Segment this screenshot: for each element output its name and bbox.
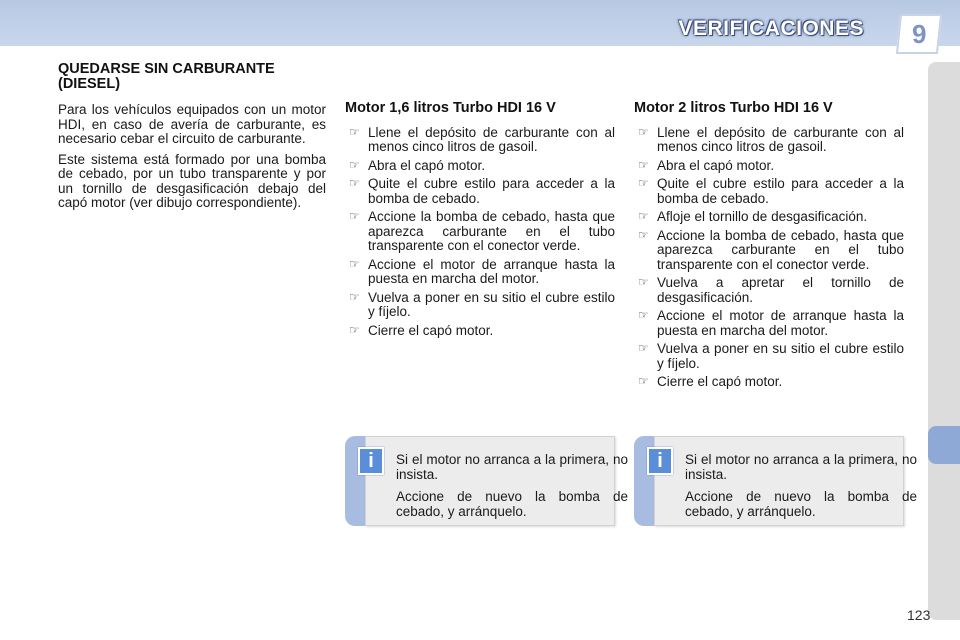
- step-text: Accione el motor de arranque hasta la puesta en marcha del motor.: [368, 256, 615, 286]
- pointing-hand-icon: ☞: [349, 124, 360, 139]
- motor-2-column: [634, 101, 904, 394]
- pointing-hand-icon: ☞: [349, 157, 360, 172]
- pointing-hand-icon: ☞: [638, 341, 649, 355]
- step-item: [634, 159, 904, 174]
- step-item: [634, 342, 904, 371]
- step-item: [345, 291, 615, 320]
- step-text: Cierre el capó motor.: [657, 374, 783, 389]
- pointing-hand-icon: ☞: [349, 322, 360, 337]
- info-line: Accione de nuevo la bomba de cebado, y arránquelo.: [685, 489, 917, 519]
- step-text: Vuelva a poner en su sitio el cubre estilo y fíjelo.: [657, 341, 904, 371]
- step-item: [634, 375, 904, 390]
- step-item: [634, 126, 904, 155]
- step-text: Quite el cubre estilo para acceder a la bomba de cebado.: [368, 176, 615, 206]
- info-text: [685, 453, 917, 527]
- step-text: Abra el capó motor.: [368, 157, 486, 173]
- pointing-hand-icon: ☞: [638, 275, 649, 289]
- step-text: Llene el depósito de carburante con al menos cinco litros de gasoil.: [657, 124, 904, 154]
- chapter-badge: [896, 14, 942, 54]
- pointing-hand-icon: ☞: [349, 209, 360, 223]
- info-panel: [365, 436, 628, 526]
- pointing-hand-icon: ☞: [638, 157, 649, 172]
- step-text: Afloje el tornillo de desgasificación.: [657, 209, 868, 224]
- info-icon: i: [647, 447, 673, 475]
- pointing-hand-icon: ☞: [638, 227, 649, 242]
- step-text: Llene el depósito de carburante con al menos cinco litros de gasoil.: [368, 124, 615, 154]
- pointing-hand-icon: ☞: [638, 374, 649, 388]
- step-item: [345, 159, 615, 174]
- info-box-2: [634, 436, 917, 526]
- page-title: VERIFICACIONES: [678, 17, 864, 40]
- side-tab-active: [928, 426, 960, 464]
- step-item: [345, 177, 615, 206]
- motor-1-6-column: [345, 101, 615, 342]
- pointing-hand-icon: ☞: [638, 176, 649, 190]
- pointing-hand-icon: ☞: [349, 289, 360, 304]
- intro-paragraph: Para los vehículos equipados con un motor HDI, en caso de avería de carburante, es necesario cebar el circuito de carburante.: [58, 102, 326, 146]
- pointing-hand-icon: ☞: [638, 124, 649, 139]
- info-box-1: [345, 436, 628, 526]
- step-item: [345, 324, 615, 339]
- info-panel: [654, 436, 917, 526]
- side-tab: [928, 62, 960, 620]
- step-item: [345, 210, 615, 254]
- info-text: [396, 453, 628, 527]
- step-text: Vuelva a poner en su sitio el cubre estilo y fíjelo.: [368, 289, 615, 319]
- motor-2-title: Motor 2 litros Turbo HDI 16 V: [634, 100, 833, 116]
- info-line: Si el motor no arranca a la primera, no insista.: [685, 452, 917, 482]
- motor-1-6-steps: [345, 126, 615, 339]
- step-text: Vuelva a apretar el tornillo de desgasificación.: [657, 275, 904, 305]
- step-text: Accione el motor de arranque hasta la puesta en marcha del motor.: [657, 308, 904, 338]
- info-line: Si el motor no arranca a la primera, no insista.: [396, 452, 628, 482]
- section-title: QUEDARSE SIN CARBURANTE (DIESEL): [58, 61, 275, 92]
- step-text: Cierre el capó motor.: [368, 322, 494, 338]
- step-text: Abra el capó motor.: [657, 157, 775, 173]
- page-number: 123: [907, 607, 931, 623]
- info-icon: i: [358, 447, 384, 475]
- step-item: [634, 177, 904, 206]
- step-item: [634, 309, 904, 338]
- pointing-hand-icon: ☞: [638, 308, 649, 322]
- pointing-hand-icon: ☞: [349, 176, 360, 190]
- pointing-hand-icon: ☞: [638, 209, 649, 223]
- motor-1-6-title: Motor 1,6 litros Turbo HDI 16 V: [345, 100, 556, 116]
- intro-paragraph: Este sistema está formado por una bomba de cebado, por un tubo transparente y por un tornillo de desgasificación debajo del capó motor (ver dibujo correspondiente).: [58, 151, 326, 210]
- step-text: Quite el cubre estilo para acceder a la bomba de cebado.: [657, 176, 904, 206]
- chapter-number: 9: [911, 18, 927, 49]
- info-line: Accione de nuevo la bomba de cebado, y arránquelo.: [396, 489, 628, 519]
- intro-column: [58, 103, 326, 217]
- motor-2-steps: [634, 126, 904, 390]
- step-item: [345, 126, 615, 155]
- step-text: Accione la bomba de cebado, hasta que aparezca carburante en el tubo transparente con el conector verde.: [368, 209, 615, 253]
- step-item: [345, 258, 615, 287]
- step-item: [634, 210, 904, 225]
- step-text: Accione la bomba de cebado, hasta que aparezca carburante en el tubo transparente con el conector verde.: [657, 227, 904, 272]
- step-item: [634, 276, 904, 305]
- pointing-hand-icon: ☞: [349, 256, 360, 271]
- step-item: [634, 229, 904, 273]
